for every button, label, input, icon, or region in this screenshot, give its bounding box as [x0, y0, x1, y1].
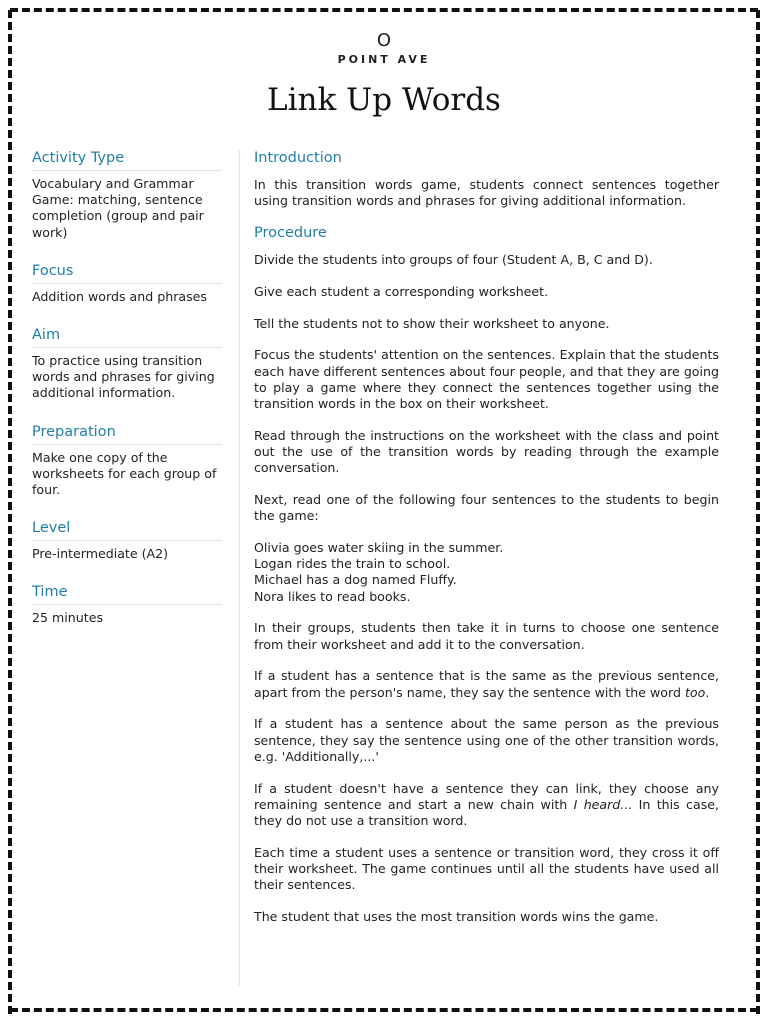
procedure-step — [254, 668, 719, 700]
page-border-left — [8, 10, 12, 1014]
page-border-bottom — [10, 1008, 758, 1012]
procedure-step: If a student has a sentence about the same person as the previous sentence, they say the sentence using one of the other transition words, e.g. 'Additionally,...' — [254, 716, 719, 764]
procedure-step: In their groups, students then take it in turns to choose one sentence from their worksheet and add it to the conversation. — [254, 620, 719, 652]
section-text: 25 minutes — [32, 610, 104, 626]
step-text: If a student has a sentence that is the same as the previous sentence, apart from the person's name, they say the sentence with the word — [254, 668, 719, 700]
introduction-heading: Introduction — [254, 150, 342, 166]
section-heading: Time — [32, 584, 222, 605]
starter-sentence: Olivia goes water skiing in the summer. — [254, 540, 504, 555]
sidebar-section-aim — [32, 327, 222, 402]
step-emphasis: too — [684, 684, 706, 700]
starter-sentence: Michael has a dog named Fluffy. — [254, 572, 457, 588]
brand-logo-mark: O — [376, 30, 392, 51]
main-content — [254, 150, 719, 925]
section-text: Pre-intermediate (A2) — [32, 546, 169, 562]
step-emphasis: I heard... — [573, 796, 633, 812]
procedure-step: Tell the students not to show their worksheet to anyone. — [254, 315, 610, 331]
column-divider — [239, 150, 240, 986]
section-heading: Aim — [32, 327, 222, 348]
procedure-step — [254, 781, 719, 830]
procedure-step: Each time a student uses a sentence or transition word, they cross it off their worksheet. The game continues until all the students have used all their sentences. — [254, 844, 719, 893]
starter-sentences — [254, 540, 719, 605]
sidebar-section-preparation — [32, 424, 222, 499]
section-text: Vocabulary and Grammar Game: matching, sentence completion (group and pair work) — [32, 176, 204, 240]
starter-sentence: Logan rides the train to school. — [254, 556, 451, 572]
section-heading: Activity Type — [32, 150, 222, 171]
procedure-step: Divide the students into groups of four (Student A, B, C and D). — [254, 252, 653, 267]
page-title: Link Up Words — [267, 82, 501, 118]
procedure-heading: Procedure — [254, 225, 327, 241]
introduction-text: In this transition words game, students connect sentences together using transition words and phrases for giving additional information. — [254, 177, 719, 209]
sidebar-section-focus — [32, 263, 222, 305]
page-border-top — [10, 8, 758, 12]
sidebar-section-activity-type — [32, 150, 222, 241]
procedure-step: Focus the students' attention on the sentences. Explain that the students each have different sentences about four people, and that they are going to play a game where they connect the sentences together using the transition words in the box on their worksheet. — [254, 347, 719, 411]
step-text: . — [705, 684, 710, 700]
section-text: To practice using transition words and phrases for giving additional information. — [32, 353, 215, 401]
section-text: Make one copy of the worksheets for each group of four. — [32, 449, 217, 498]
section-heading: Preparation — [32, 424, 222, 445]
sidebar-section-level — [32, 520, 222, 562]
procedure-step: The student that uses the most transition words wins the game. — [254, 909, 659, 925]
step-text: If a student doesn't have a sentence they can link, they choose any remaining sentence and start a new chain with — [254, 780, 719, 812]
procedure-step: Give each student a corresponding worksheet. — [254, 283, 549, 299]
procedure-step: Read through the instructions on the worksheet with the class and point out the use of the transition words by reading through the example conversation. — [254, 427, 719, 476]
procedure-step: Next, read one of the following four sentences to the students to begin the game: — [254, 492, 719, 524]
info-sidebar — [32, 150, 222, 649]
starter-sentence: Nora likes to read books. — [254, 588, 411, 604]
page-border-right — [756, 10, 760, 1014]
brand-name: POINT AVE — [337, 53, 431, 66]
section-text: Addition words and phrases — [32, 288, 207, 304]
section-heading: Focus — [32, 263, 222, 284]
step-text: In this case, they do not use a transition word. — [254, 796, 720, 829]
sidebar-section-time — [32, 584, 222, 626]
section-heading: Level — [32, 520, 222, 541]
